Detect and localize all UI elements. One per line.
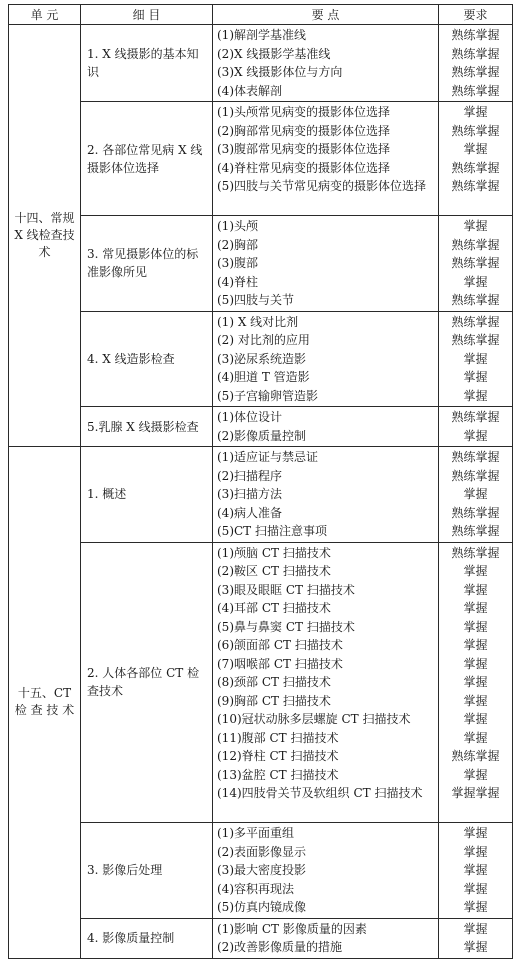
point-item: (5)CT 扫描注意事项 (217, 524, 327, 538)
points-cell (213, 542, 439, 823)
point-item: (12)脊柱 CT 扫描技术 (217, 749, 339, 763)
point-item: (2)X 线摄影学基准线 (217, 46, 331, 61)
requirement-cell (439, 216, 513, 312)
point-item: (6)颌面部 CT 扫描技术 (217, 638, 343, 652)
point-item: (3)腹部 (217, 256, 258, 270)
requirement-item: 熟练掌握 (451, 505, 500, 520)
point-item: (5)仿真内镜成像 (217, 900, 306, 914)
requirement-item: 掌握 (463, 219, 488, 233)
detail-cell: 1. 概述 (81, 447, 213, 543)
detail-cell: 1. X 线摄影的基本知识 (81, 25, 213, 102)
point-item: (5)子宫输卵管造影 (217, 388, 318, 403)
requirement-item: 掌握 (463, 921, 488, 936)
syllabus-table (8, 4, 513, 959)
header-row (9, 5, 513, 25)
requirement-cell (439, 102, 513, 216)
point-item: (1)适应证与禁忌证 (217, 450, 318, 464)
requirement-item: 掌握 (463, 351, 488, 366)
point-item: (9)胸部 CT 扫描技术 (217, 693, 331, 708)
points-cell (213, 823, 439, 919)
requirement-item: 熟练掌握 (451, 123, 500, 138)
requirement-item: 掌握 (463, 940, 488, 954)
points-cell (213, 311, 439, 407)
requirement-item: 熟练掌握 (451, 237, 500, 252)
requirement-cell (439, 25, 513, 102)
requirement-item: 掌握 (463, 693, 488, 708)
requirement-item: 掌握 (463, 619, 488, 634)
requirement-item: 掌握 (463, 863, 488, 877)
points-cell (213, 447, 439, 543)
point-item: (4)耳部 CT 扫描技术 (217, 601, 331, 615)
requirement-item: 掌握 (463, 601, 488, 615)
point-item: (1)头颅常见病变的摄影体位选择 (217, 105, 390, 119)
requirement-item: 掌握 (463, 900, 488, 914)
point-item: (1)颅脑 CT 扫描技术 (217, 545, 331, 560)
point-item: (1)头颅 (217, 219, 258, 233)
header-points: 要 点 (213, 5, 439, 25)
detail-cell: 5.乳腺 X 线摄影检查 (81, 407, 213, 447)
point-item: (1)影响 CT 影像质量的因素 (217, 921, 367, 936)
requirement-item: 掌握 (463, 767, 488, 782)
requirement-item: 熟练掌握 (451, 410, 500, 424)
point-item: (3)眼及眼眶 CT 扫描技术 (217, 582, 355, 597)
requirement-item: 熟练掌握 (451, 160, 500, 175)
point-item: (1)体位设计 (217, 410, 282, 424)
points-cell (213, 102, 439, 216)
detail-cell: 3. 常见摄影体位的标准影像所见 (81, 216, 213, 312)
requirement-item: 熟练掌握 (451, 256, 500, 270)
unit-cell: 十五、CT 检 查 技 术 (9, 447, 81, 959)
requirement-item: 掌握 (463, 844, 488, 859)
point-item: (3)腹部常见病变的摄影体位选择 (217, 142, 390, 156)
detail-cell: 4. 影像质量控制 (81, 918, 213, 958)
point-item: (2)鞍区 CT 扫描技术 (217, 564, 331, 578)
requirement-item: 掌握 (463, 656, 488, 671)
header-requirement: 要求 (439, 5, 513, 25)
points-cell (213, 407, 439, 447)
requirement-item: 熟练掌握 (451, 314, 500, 329)
table-row (9, 823, 513, 919)
requirement-item: 熟练掌握 (451, 293, 500, 307)
point-item: (7)咽喉部 CT 扫描技术 (217, 656, 343, 671)
detail-cell: 3. 影像后处理 (81, 823, 213, 919)
point-item: (1)解剖学基准线 (217, 28, 306, 42)
requirement-item: 掌握 (463, 675, 488, 689)
table-row (9, 216, 513, 312)
point-item: (2)扫描程序 (217, 468, 282, 483)
point-item: (5)鼻与鼻窦 CT 扫描技术 (217, 619, 355, 634)
table-row (9, 447, 513, 543)
requirement-item: 熟练掌握 (451, 545, 500, 560)
requirement-cell (439, 918, 513, 958)
point-item: (3)扫描方法 (217, 487, 282, 501)
requirement-item: 掌握 (463, 712, 488, 726)
point-item: (14)四肢骨关节及软组织 CT 扫描技术 (217, 786, 423, 800)
table-row (9, 918, 513, 958)
point-item: (4)容积再现法 (217, 881, 294, 896)
table-row (9, 25, 513, 102)
table-row (9, 542, 513, 823)
requirement-item: 掌握 (463, 826, 488, 840)
requirement-cell (439, 407, 513, 447)
point-item: (1)多平面重组 (217, 826, 294, 840)
requirement-item: 熟练掌握 (451, 450, 500, 464)
point-item: (4)脊柱 (217, 274, 258, 289)
detail-cell: 2. 人体各部位 CT 检查技术 (81, 542, 213, 823)
table-row (9, 407, 513, 447)
point-item: (2)胸部 (217, 237, 258, 252)
table-row (9, 102, 513, 216)
point-item: (3)泌尿系统造影 (217, 351, 306, 366)
requirement-item: 掌握 (463, 105, 488, 119)
requirement-item: 熟练掌握 (451, 468, 500, 483)
point-item: (2)胸部常见病变的摄影体位选择 (217, 123, 390, 138)
requirement-item: 熟练掌握 (451, 65, 500, 79)
requirement-cell (439, 823, 513, 919)
requirement-item: 掌握 (463, 487, 488, 501)
requirement-cell (439, 542, 513, 823)
detail-cell: 2. 各部位常见病 X 线摄影体位选择 (81, 102, 213, 216)
requirement-item: 掌握 (463, 388, 488, 403)
requirement-item: 熟练掌握 (451, 46, 500, 61)
points-cell (213, 918, 439, 958)
point-item: (3)X 线摄影体位与方向 (217, 65, 343, 79)
point-item: (2)改善影像质量的措施 (217, 940, 342, 954)
detail-cell: 4. X 线造影检查 (81, 311, 213, 407)
point-item: (4)体表解剖 (217, 83, 282, 98)
requirement-item: 掌握 (463, 638, 488, 652)
requirement-item: 掌握 (463, 142, 488, 156)
requirement-item: 熟练掌握 (451, 179, 500, 193)
unit-cell: 十四、常规 X 线检查技术 (9, 25, 81, 447)
requirement-item: 掌握 (463, 881, 488, 896)
point-item: (13)盆腔 CT 扫描技术 (217, 767, 339, 782)
point-item: (2) 对比剂的应用 (217, 333, 310, 347)
requirement-item: 掌握 (463, 582, 488, 597)
requirement-item: 掌握 (463, 730, 488, 745)
requirement-cell (439, 447, 513, 543)
point-item: (5)四肢与关节常见病变的摄影体位选择 (217, 179, 426, 193)
table-row (9, 311, 513, 407)
header-unit: 单 元 (9, 5, 81, 25)
requirement-item: 掌握掌握 (451, 786, 500, 800)
point-item: (4)病人准备 (217, 505, 282, 520)
point-item: (4)胆道 T 管造影 (217, 370, 310, 384)
requirement-item: 熟练掌握 (451, 524, 500, 538)
point-item: (4)脊柱常见病变的摄影体位选择 (217, 160, 390, 175)
points-cell (213, 25, 439, 102)
requirement-cell (439, 311, 513, 407)
point-item: (8)颈部 CT 扫描技术 (217, 675, 331, 689)
requirement-item: 熟练掌握 (451, 28, 500, 42)
point-item: (11)腹部 CT 扫描技术 (217, 730, 339, 745)
header-detail: 细 目 (81, 5, 213, 25)
requirement-item: 掌握 (463, 274, 488, 289)
requirement-item: 掌握 (463, 428, 488, 443)
point-item: (1) X 线对比剂 (217, 314, 299, 329)
point-item: (3)最大密度投影 (217, 863, 306, 877)
point-item: (2)影像质量控制 (217, 428, 306, 443)
point-item: (2)表面影像显示 (217, 844, 306, 859)
requirement-item: 掌握 (463, 370, 488, 384)
point-item: (5)四肢与关节 (217, 293, 294, 307)
requirement-item: 掌握 (463, 564, 488, 578)
requirement-item: 熟练掌握 (451, 749, 500, 763)
point-item: (10)冠状动脉多层螺旋 CT 扫描技术 (217, 712, 411, 726)
requirement-item: 熟练掌握 (451, 333, 500, 347)
points-cell (213, 216, 439, 312)
requirement-item: 熟练掌握 (451, 83, 500, 98)
